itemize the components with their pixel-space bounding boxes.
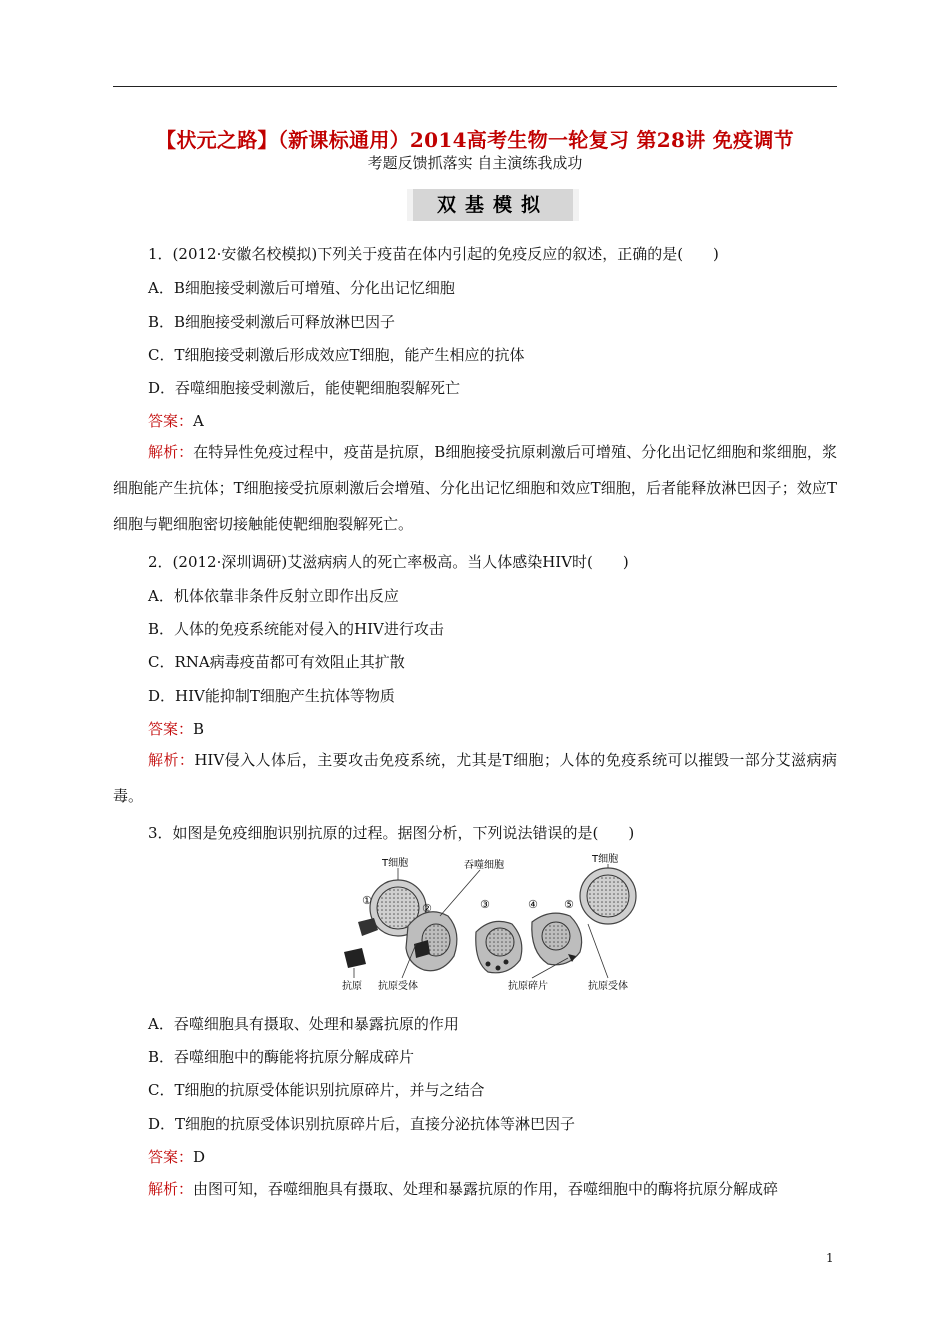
question-3-option-b: B．吞噬细胞中的酶能将抗原分解成碎片 xyxy=(148,1048,415,1066)
phagocyte-cell-digesting xyxy=(476,921,522,972)
step-5-marker: ⑤ xyxy=(564,898,574,911)
analysis-label: 解析： xyxy=(148,751,195,769)
label-antigen: 抗原 xyxy=(342,981,362,992)
phagocyte-cell-engulfing xyxy=(406,912,457,971)
answer-label: 答案： xyxy=(148,412,194,430)
analysis-label: 解析： xyxy=(148,1180,194,1198)
analysis-text: 由图可知，吞噬细胞具有摄取、处理和暴露抗原的作用，吞噬细胞中的酶将抗原分解成碎 xyxy=(193,1180,779,1198)
label-phagocyte: 吞噬细胞 xyxy=(464,860,504,871)
question-1-analysis xyxy=(113,434,837,542)
question-1-option-a: A．B细胞接受刺激后可增殖、分化出记忆细胞 xyxy=(148,279,455,297)
step-4-marker: ④ xyxy=(528,898,538,911)
question-1-option-d: D．吞噬细胞接受刺激后，能使靶细胞裂解死亡 xyxy=(148,379,461,397)
section-banner: 双基模拟 xyxy=(407,189,579,221)
question-2-option-c: C．RNA病毒疫苗都可有效阻止其扩散 xyxy=(148,653,405,671)
question-1-option-b: B．B细胞接受刺激后可释放淋巴因子 xyxy=(148,313,396,331)
question-2-stem: 2．(2012·深圳调研)艾滋病病人的死亡率极高。当人体感染HIV时( ) xyxy=(148,553,629,571)
question-3-stem: 3．如图是免疫细胞识别抗原的过程。据图分析，下列说法错误的是( ) xyxy=(148,824,635,842)
immune-recognition-figure xyxy=(336,852,642,994)
question-2-answer xyxy=(148,718,204,739)
step-2-marker: ② xyxy=(422,902,432,915)
question-1-stem: 1．(2012·安徽名校模拟)下列关于疫苗在体内引起的免疫反应的叙述，正确的是( ) xyxy=(148,245,719,263)
label-antigen-fragment: 抗原碎片 xyxy=(508,981,548,992)
question-3-option-c: C．T细胞的抗原受体能识别抗原碎片，并与之结合 xyxy=(148,1081,485,1099)
answer-value: D xyxy=(193,1148,206,1166)
label-t-cell-right: T细胞 xyxy=(592,854,619,865)
document-title: 【状元之路】（新课标通用）2014高考生物一轮复习 第28讲 免疫调节 xyxy=(156,128,794,152)
phagocyte-cell-presenting xyxy=(532,913,582,965)
question-3-answer xyxy=(148,1146,205,1167)
label-receptor-left: 抗原受体 xyxy=(378,981,418,992)
label-receptor-right: 抗原受体 xyxy=(588,981,628,992)
analysis-label: 解析： xyxy=(148,443,194,461)
step-1-marker: ① xyxy=(362,894,372,907)
question-3-option-a: A．吞噬细胞具有摄取、处理和暴露抗原的作用 xyxy=(148,1015,459,1033)
page-number: 1 xyxy=(826,1251,834,1265)
question-2-option-b: B．人体的免疫系统能对侵入的HIV进行攻击 xyxy=(148,620,444,638)
question-3-option-d: D．T细胞的抗原受体识别抗原碎片后，直接分泌抗体等淋巴因子 xyxy=(148,1115,576,1133)
antigen-shape xyxy=(344,948,366,968)
document-subtitle: 考题反馈抓落实 自主演练我成功 xyxy=(367,154,583,172)
answer-value: A xyxy=(193,412,204,430)
question-2-analysis xyxy=(113,742,837,814)
header-rule xyxy=(113,86,837,87)
analysis-text: 在特异性免疫过程中，疫苗是抗原，B细胞接受抗原刺激后可增殖、分化出记忆细胞和浆细胞，浆细胞能产生抗体；T细胞接受抗原刺激后会增殖、分化出记忆细胞和效应T细胞，后者能释放淋巴因子；效应T细胞与靶细胞密切接触能使靶细胞裂解死亡。 xyxy=(113,443,837,533)
answer-label: 答案： xyxy=(148,720,194,738)
t-cell-right xyxy=(580,868,636,924)
question-3-analysis xyxy=(113,1171,837,1207)
question-2-option-d: D．HIV能抑制T细胞产生抗体等物质 xyxy=(148,687,395,705)
question-1-answer xyxy=(148,410,204,431)
question-2-option-a: A．机体依靠非条件反射立即作出反应 xyxy=(148,587,399,605)
label-t-cell-left: T细胞 xyxy=(382,858,409,869)
answer-value: B xyxy=(193,720,205,738)
answer-label: 答案： xyxy=(148,1148,194,1166)
question-1-option-c: C．T细胞接受刺激后形成效应T细胞，能产生相应的抗体 xyxy=(148,346,525,364)
step-3-marker: ③ xyxy=(480,898,490,911)
analysis-text: HIV侵入人体后，主要攻击免疫系统，尤其是T细胞；人体的免疫系统可以摧毁一部分艾滋病病毒。 xyxy=(113,751,837,805)
